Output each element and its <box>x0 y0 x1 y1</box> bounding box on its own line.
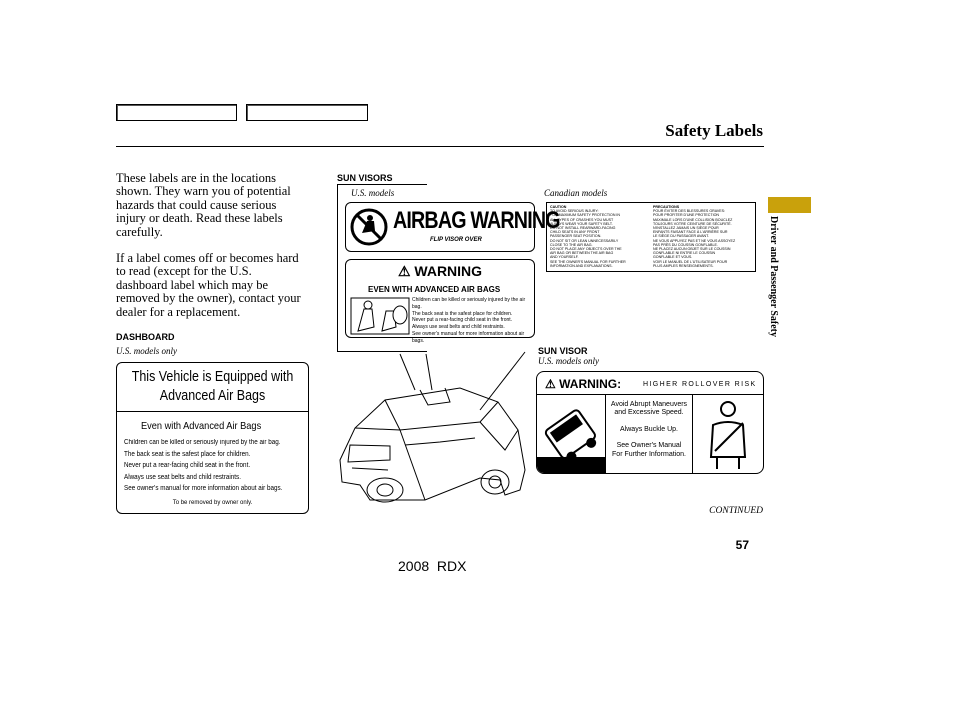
nav-button-previous[interactable] <box>116 104 237 121</box>
text-line: hazards that could cause serious <box>116 197 277 212</box>
page-title: Safety Labels <box>665 121 763 140</box>
canadian-line: NE VOUS APPUYEZ PAS ET NE VOUS ASSOYEZ <box>653 238 736 243</box>
rollover-line: Always Buckle Up. <box>620 425 678 433</box>
dashboard-line: The back seat is the safest place for children. <box>124 450 251 458</box>
canadian-line: CLOSE TO THE AIR BAG. <box>550 242 593 247</box>
title-rule <box>116 146 764 147</box>
canadian-line: ALL TYPES OF CRASHES YOU MUST <box>550 217 614 222</box>
canadian-precautions-heading: PRECAUTIONS <box>653 205 680 209</box>
car-illustration <box>330 350 530 520</box>
rollover-car-icon <box>537 395 605 473</box>
child-airbag-icon <box>350 297 410 335</box>
rollover-line: See Owner's Manual <box>616 442 682 450</box>
rollover-line: For Further Information. <box>612 450 686 458</box>
text-line: dealer for a replacement. <box>116 304 241 319</box>
canadian-line: INFORMATION AND EXPLANATIONS. <box>550 263 613 268</box>
text-line: removed by the owner), contact your <box>116 291 301 306</box>
canadian-line: CHILD SEATS IN ANY FRONT <box>550 230 600 235</box>
dashboard-label <box>116 362 309 514</box>
dashboard-label-divider <box>117 411 308 412</box>
dashboard-caption: U.S. models only <box>116 346 177 356</box>
warning-line: Always use seat belts and child restraints. <box>412 324 505 331</box>
rollover-caption: U.S. models only <box>538 356 599 366</box>
warning-triangle-icon: ⚠ <box>545 377 556 391</box>
canadian-label <box>546 202 756 272</box>
page-number: 57 <box>735 538 749 552</box>
canadian-line: ENFANTS FAISANT FACE À L'ARRIÈRE SUR <box>653 230 728 235</box>
canadian-line: SEE THE OWNER'S MANUAL FOR FURTHER <box>550 259 626 264</box>
rollover-line: Avoid Abrupt Maneuvers <box>610 401 688 408</box>
intro-paragraph-1 <box>116 172 326 239</box>
canadian-label-english <box>550 205 648 268</box>
text-line: shown. They warn you of potential <box>116 184 291 199</box>
canadian-line: PLUS AMPLES RENSEIGNEMENTS. <box>653 263 714 268</box>
canadian-line: GONFLABLE NI ENTRE LE COUSSIN <box>653 251 716 256</box>
dashboard-line: Children can be killed or seriously injured by the air bag. <box>124 439 281 446</box>
dashboard-label-subtitle: Even with Advanced Air Bags <box>141 420 262 432</box>
visor-warning-title: WARNING <box>414 263 483 279</box>
rollover-spacer <box>607 418 691 426</box>
warning-line: Children can be killed or seriously injured by the air bag. <box>412 297 526 310</box>
airbag-warning-title: AIRBAG WARNING <box>393 207 560 234</box>
canadian-line: DO NOT INSTALL REARWARD-FACING <box>550 226 616 231</box>
warning-triangle-icon: ⚠ <box>397 263 411 279</box>
dashboard-line: Always use seat belts and child restraints. <box>124 473 241 481</box>
canadian-models-caption: Canadian models <box>544 188 608 198</box>
seatbelt-icon <box>693 395 763 473</box>
nav-button-next[interactable] <box>246 104 368 121</box>
rollover-warning-label <box>536 371 764 474</box>
text-line: to read (except for the U.S. <box>116 264 252 279</box>
canadian-line: AIR BAG OR BETWEEN THE AIR BAG <box>550 251 614 256</box>
rollover-subtitle: HIGHER ROLLOVER RISK <box>643 381 757 388</box>
visor-warning-label <box>345 259 535 344</box>
section-tab-label: Driver and Passenger Safety <box>768 216 779 338</box>
airbag-warning-subtitle: FLIP VISOR OVER <box>430 237 482 243</box>
model-footer: 2008 RDX <box>398 558 467 574</box>
canadian-line: ALWAYS WEAR YOUR SAFETY BELT. <box>550 221 613 226</box>
text-line: injury or death. Read these labels <box>116 211 283 226</box>
visor-warning-lines <box>412 297 534 345</box>
rollover-divider-vertical <box>605 395 606 473</box>
canadian-line: AND YOURSELF. <box>550 255 579 260</box>
canadian-line: TO AVOID SERIOUS INJURY: <box>550 209 599 214</box>
dashboard-line: See owner's manual for more information about air bags. <box>124 485 283 493</box>
canadian-line: PASSENGER SEAT POSITION. <box>550 234 602 239</box>
us-models-caption: U.S. models <box>351 188 395 198</box>
dashboard-heading: DASHBOARD <box>116 332 175 342</box>
rollover-line: and Excessive Speed. <box>614 409 684 417</box>
continued-label: CONTINUED <box>709 506 763 516</box>
bracket-line <box>337 184 338 352</box>
rollover-spacer <box>607 434 691 442</box>
rollover-title-row <box>545 377 621 391</box>
text-line: These labels are in the locations <box>116 171 277 185</box>
section-tab <box>768 197 811 213</box>
intro-paragraph-2 <box>116 252 326 319</box>
sun-visors-heading: SUN VISORS <box>337 173 393 183</box>
warning-line: See owner's manual for more information about air bags. <box>412 330 525 344</box>
text-line: If a label comes off or becomes hard <box>116 251 299 265</box>
text-line: dashboard label which may be <box>116 277 269 292</box>
canadian-line: N'INSTALLEZ JAMAIS UN SIÈGE POUR <box>653 226 719 231</box>
warning-line: Never put a rear-facing child seat in the front. <box>412 317 513 324</box>
dashboard-label-title <box>130 368 294 406</box>
canadian-line: MAXIMALE LORS D'UNE COLLISION BOUCLEZ <box>653 217 733 222</box>
no-child-seat-icon <box>349 207 389 247</box>
dashboard-title-line: Advanced Air Bags <box>159 388 266 404</box>
canadian-caution-heading: CAUTION <box>550 205 567 209</box>
canadian-line: GONFLABLE ET VOUS. <box>653 255 693 260</box>
dashboard-label-footer: To be removed by owner only. <box>172 500 253 506</box>
canadian-line: TOUJOURS VOTRE CEINTURE DE SÉCURITÉ. <box>653 221 732 226</box>
canadian-line: PAS PRÈS DU COUSSIN GONFLABLE. <box>653 242 718 247</box>
canadian-line: POUR PROFITER D'UNE PROTECTION <box>653 213 719 218</box>
visor-warning-subtitle: EVEN WITH ADVANCED AIR BAGS <box>368 285 501 294</box>
canadian-line: POUR ÉVITER DES BLESSURES GRAVES: <box>653 209 726 214</box>
canadian-line: NE PLACEZ AUCUN OBJET SUR LE COUSSIN <box>653 247 731 252</box>
rollover-heading: SUN VISOR <box>538 346 588 356</box>
canadian-line: FOR MAXIMUM SAFETY PROTECTION IN <box>550 213 621 218</box>
visor-warning-title-row <box>346 263 534 280</box>
canadian-line: VOIR LE MANUEL DE L'UTILISATEUR POUR <box>653 259 728 264</box>
heading-rule <box>337 184 427 185</box>
canadian-line: DO NOT PLACE ANY OBJECTS OVER THE <box>550 247 622 252</box>
dashboard-label-lines <box>124 437 282 495</box>
canadian-line: LE SIÈGE DU PASSAGER AVANT. <box>653 234 709 239</box>
dashboard-line: Never put a rear-facing child seat in the front. <box>124 462 251 470</box>
canadian-label-french <box>653 205 753 268</box>
rollover-title: WARNING: <box>559 377 622 391</box>
dashboard-title-line: This Vehicle is Equipped with <box>131 369 294 385</box>
warning-line: The back seat is the safest place for children. <box>412 310 513 317</box>
rollover-lines <box>607 401 691 459</box>
canadian-line: DO NOT SIT OR LEAN UNNECESSARILY <box>550 238 619 243</box>
text-line: carefully. <box>116 224 163 239</box>
